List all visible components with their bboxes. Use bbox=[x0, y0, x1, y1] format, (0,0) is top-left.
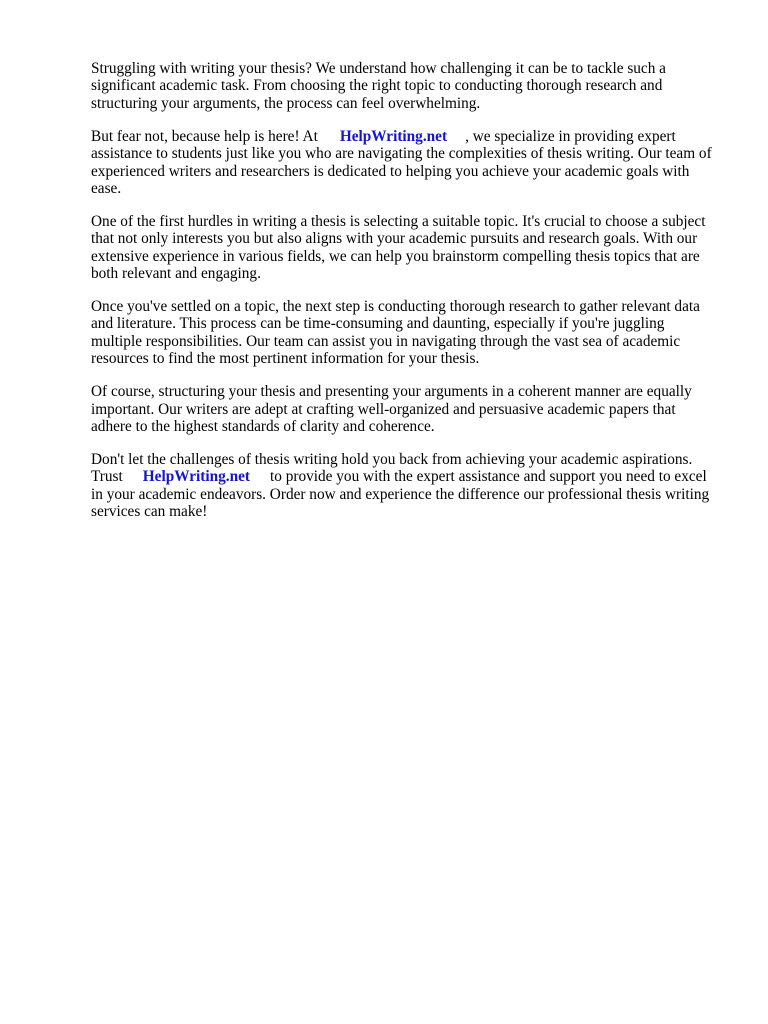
paragraph-help bbox=[91, 128, 719, 198]
paragraph-closing-text-before: Don't let the challenges of thesis writing hold you back from achieving your academic aspirations. Trust bbox=[91, 450, 693, 486]
paragraph-structure: Of course, structuring your thesis and presenting your arguments in a coherent manner are equally important. Our writers are adept at crafting well-organized and persuasive academic papers that adhere to the highest standards of clarity and coherence. bbox=[91, 383, 692, 435]
paragraph-topic: One of the first hurdles in writing a thesis is selecting a suitable topic. It's crucial to choose a subject that not only interests you but also aligns with your academic pursuits and research goals. With our extensive experience in various fields, we can help you brainstorm compelling thesis topics that are both relevant and engaging. bbox=[91, 212, 706, 283]
paragraph-closing-text-after: to provide you with the expert assistance and support you need to excel in your academic endeavors. Order now and experience the difference our professional thesis writing services can make! bbox=[91, 468, 710, 521]
document-body bbox=[91, 60, 719, 536]
helpwriting-link-closing[interactable]: HelpWriting.net bbox=[142, 468, 250, 486]
paragraph-closing bbox=[91, 451, 719, 521]
paragraph-help-text-after: , we specialize in providing expert assistance to students just like you who are navigating the complexities of thesis writing. Our team of experienced writers and researchers is dedicated to helping you achieve your academic goals with ease. bbox=[91, 127, 712, 197]
paragraph-intro: Struggling with writing your thesis? We understand how challenging it can be to tackle such a significant academic task. From choosing the right topic to conducting thorough research and structuring your arguments, the process can feel overwhelming. bbox=[91, 60, 666, 112]
helpwriting-link[interactable]: HelpWriting.net bbox=[339, 127, 448, 145]
paragraph-help-text-before: But fear not, because help is here! At bbox=[91, 127, 318, 145]
paragraph-research: Once you've settled on a topic, the next step is conducting thorough research to gather relevant data and literature. This process can be time-consuming and daunting, especially if you're juggling multiple responsibilities. Our team can assist you in navigating through the vast sea of academic resources to find the most pertinent information for your thesis. bbox=[91, 297, 700, 368]
